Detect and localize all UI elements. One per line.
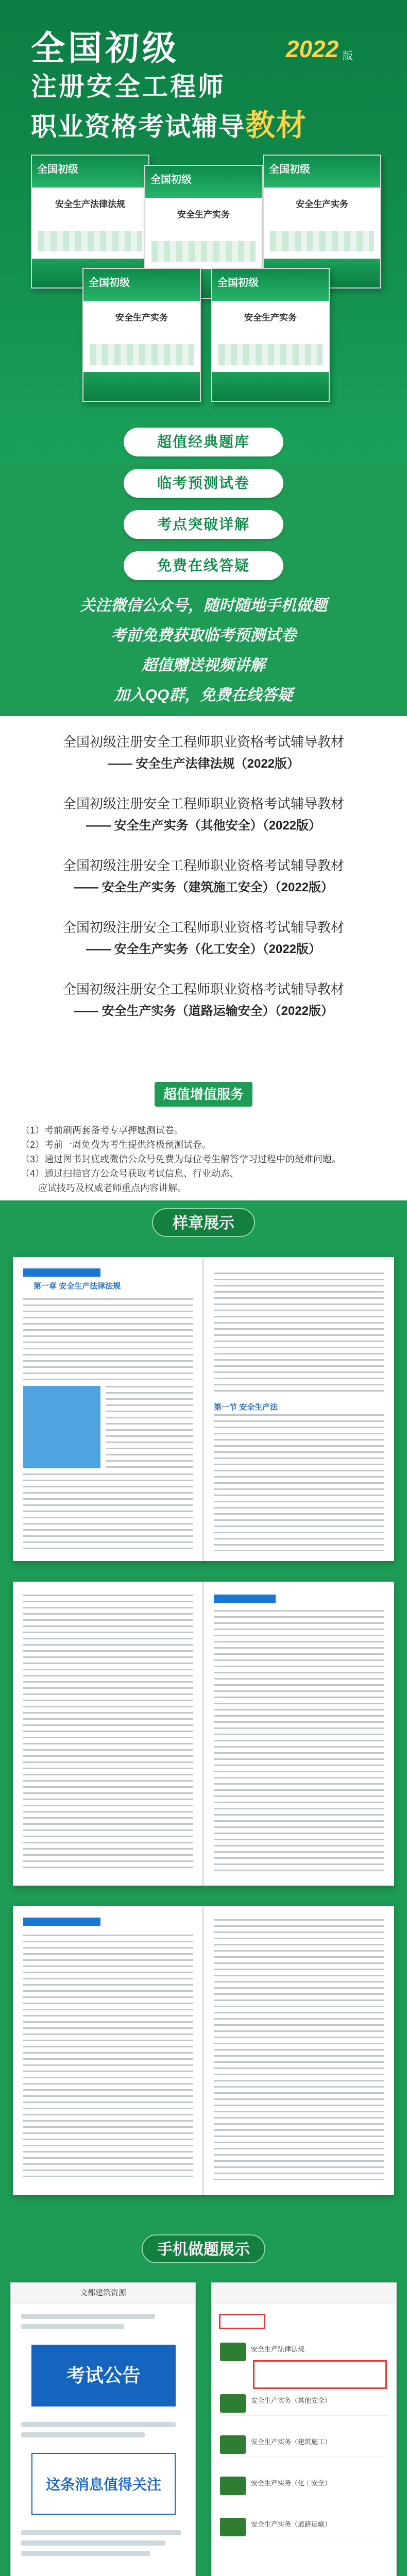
- book-list-sub: —— 安全生产实务（道路运输安全）（2022版）: [73, 1004, 334, 1018]
- service-item: （1）考前刷两套备考专享押题测试卷。: [21, 1125, 184, 1136]
- sample-page-2: [13, 1582, 394, 1886]
- book-cover-name: 安全生产实务: [244, 313, 297, 323]
- service-item: （3）通过图书封底或微信公众号免费为每位考生解答学习过程中的疑难问题。: [21, 1154, 342, 1164]
- list-item[interactable]: 安全生产实务（建筑施工）: [220, 2432, 388, 2457]
- slogan-4: 加入QQ群，免费在线答疑: [114, 687, 293, 704]
- phone-screen-1: [10, 2282, 196, 2576]
- list-item[interactable]: 安全生产实务（其他安全）: [220, 2391, 388, 2416]
- book-cover-name: 安全生产实务: [177, 210, 230, 219]
- book-list-title: 全国初级注册安全工程师职业资格考试辅导教材: [62, 734, 344, 750]
- book-list-sub: —— 安全生产实务（化工安全）（2022版）: [86, 942, 321, 956]
- hero-subtitle-2: [31, 101, 307, 144]
- sample-page-1: [13, 1257, 394, 1561]
- book-list-title: 全国初级注册安全工程师职业资格考试辅导教材: [62, 920, 344, 935]
- feature-pill-2: 临考预测试卷: [124, 469, 283, 498]
- book-cover-series: 全国初级: [89, 276, 130, 289]
- book-list-sub: —— 安全生产实务（其他安全）（2022版）: [86, 819, 321, 833]
- slogan-2: 考前免费获取临考预测试卷: [111, 627, 296, 644]
- book-cover-series: 全国初级: [37, 163, 78, 175]
- samples-label: 样章展示: [152, 1208, 255, 1237]
- service-item: 应试技巧及权威老师重点内容讲解。: [38, 1183, 186, 1193]
- book-cover-name: 安全生产法律法规: [55, 199, 125, 209]
- service-item: （4）通过扫描官方公众号获取考试信息、行业动态、: [21, 1168, 240, 1179]
- hero-section: [0, 0, 407, 464]
- feature-pill-1: 超值经典题库: [124, 428, 283, 456]
- year-badge: [281, 30, 358, 71]
- notice-banner[interactable]: 这条消息值得关注: [31, 2453, 176, 2515]
- list-item[interactable]: 安全生产法律法规: [220, 2340, 388, 2364]
- phone-screen-2: [211, 2282, 397, 2576]
- sample-chapter-title: 第一章 安全生产法律法规: [33, 1282, 121, 1291]
- book-cover-4: [82, 268, 201, 402]
- service-label: 超值增值服务: [155, 1082, 252, 1107]
- book-list-title: 全国初级注册安全工程师职业资格考试辅导教材: [62, 858, 344, 873]
- feature-pill-4: 免费在线答疑: [124, 551, 283, 580]
- hero-subtitle-2-prefix: 职业资格考试辅导: [31, 111, 245, 142]
- year-suffix: 版: [343, 50, 353, 62]
- book-cover-name: 安全生产实务: [296, 199, 348, 209]
- sample-figure: [23, 1386, 100, 1468]
- book-list-title: 全国初级注册安全工程师职业资格考试辅导教材: [62, 796, 344, 811]
- book-cover-series: 全国初级: [269, 163, 310, 175]
- phone-title-bar: [212, 2283, 396, 2303]
- book-list-sub: —— 安全生产实务（建筑施工安全）（2022版）: [73, 880, 334, 894]
- service-item: （2）考前一周免费为考生提供终极预测试卷。: [21, 1140, 212, 1150]
- list-item[interactable]: 安全生产实务（化工安全）: [220, 2473, 388, 2498]
- hero-subtitle-2-highlight: 教材: [245, 108, 308, 143]
- hero-title: 全国初级: [31, 28, 179, 68]
- slogan-1: 关注微信公众号，随时随地手机做题: [80, 597, 327, 614]
- book-cover-5: [211, 268, 330, 402]
- list-item[interactable]: 安全生产实务（道路运输）: [220, 2515, 388, 2539]
- book-cover-series: 全国初级: [150, 173, 192, 185]
- book-cover-series: 全国初级: [217, 276, 259, 289]
- phone-title: 文都建筑资源: [11, 2283, 195, 2303]
- highlight-box: [253, 2360, 387, 2389]
- mobile-label: 手机做题展示: [142, 2234, 265, 2263]
- sample-section-title: 第一节 安全生产法: [214, 1403, 278, 1412]
- book-list-title: 全国初级注册安全工程师职业资格考试辅导教材: [62, 981, 344, 997]
- slogan-3: 超值赠送视频讲解: [142, 657, 265, 674]
- book-list-sub: —— 安全生产法律法规（2022版）: [107, 757, 300, 771]
- hero-subtitle-1: 注册安全工程师: [31, 71, 226, 101]
- sample-page-3: [13, 1906, 394, 2195]
- highlight-box: [219, 2314, 265, 2329]
- year-number: 2022: [286, 36, 339, 62]
- book-cover-name: 安全生产实务: [115, 313, 168, 323]
- notice-card[interactable]: 考试公告: [31, 2345, 176, 2406]
- feature-pill-3: 考点突破详解: [124, 510, 283, 539]
